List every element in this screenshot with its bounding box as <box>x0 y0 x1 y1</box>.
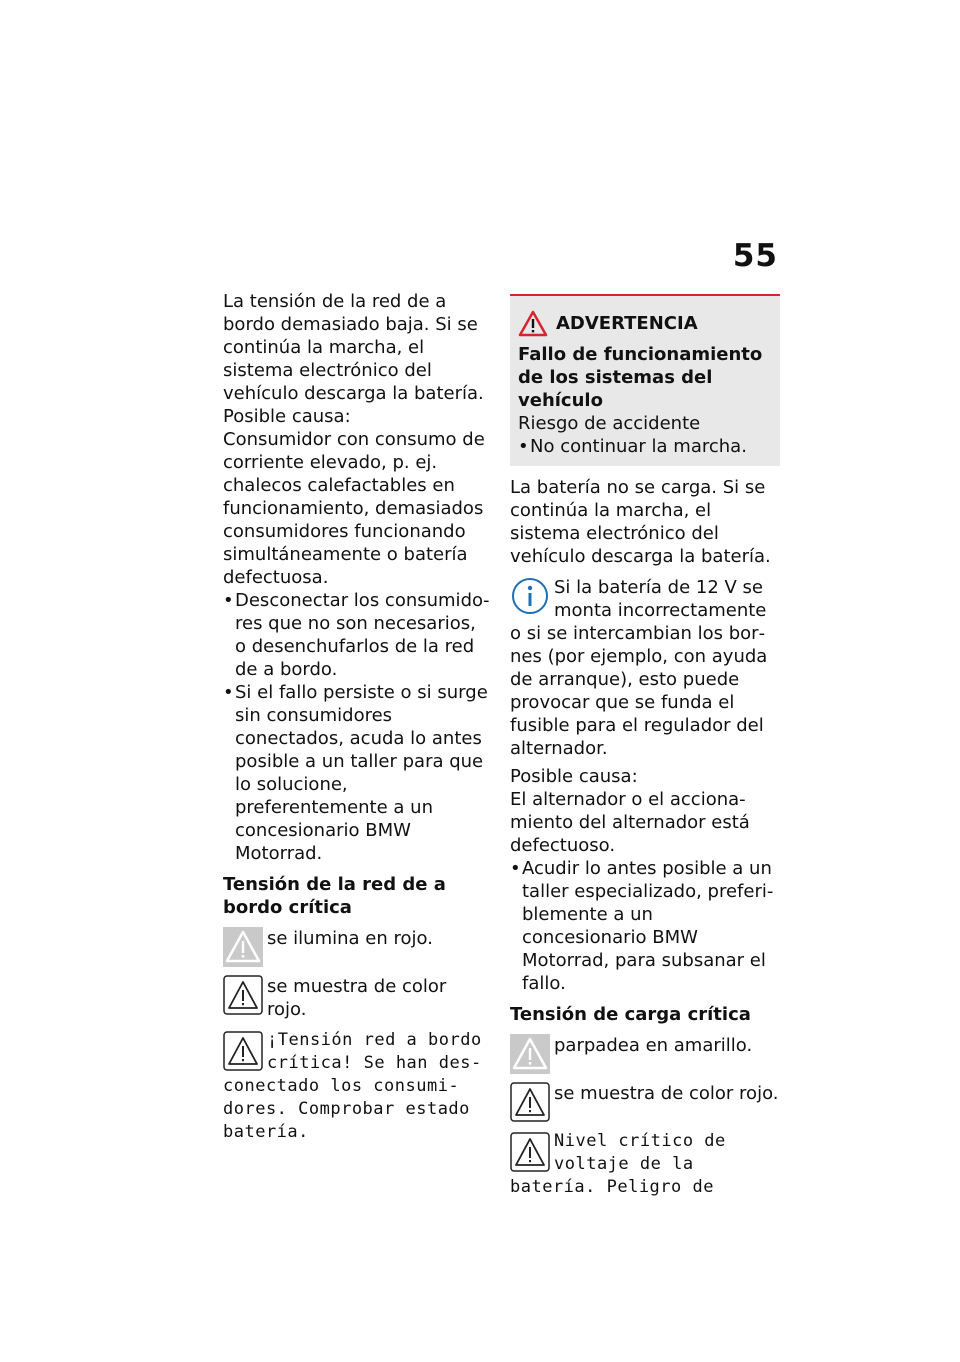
general-warning-outline-icon <box>223 975 263 1015</box>
low-voltage-paragraph: La tensión de la red de a bordo demasiado baja. Si se continúa la marcha, el sistema electrónico del vehículo descarga la batería. <box>223 291 484 404</box>
section-heading: Tensión de carga crítica <box>510 1004 751 1025</box>
general-warning-light-icon <box>223 927 263 967</box>
indicator-row <box>223 975 491 1021</box>
section-heading: Tensión de la red de a bordo crítica <box>223 874 446 918</box>
general-warning-outline-icon <box>510 1132 550 1172</box>
general-warning-light-icon <box>510 1034 550 1074</box>
indicator-row <box>510 1034 780 1074</box>
indicator-text: se muestra de color rojo. <box>554 1083 779 1104</box>
info-icon <box>510 576 550 616</box>
warning-box <box>510 294 780 466</box>
left-column <box>223 290 491 1144</box>
list-item: • Acudir lo antes posible a un taller especializado, preferiblemente a un concesionario BMW Motorrad, para subsanar el fallo. <box>510 857 780 995</box>
general-warning-outline-icon <box>223 1031 263 1071</box>
indicator-row <box>223 927 491 967</box>
cause-label: Posible causa: <box>510 766 638 787</box>
warning-title: Fallo de funcionamiento de los sistemas del vehículo <box>518 344 763 411</box>
cause-text: Consumidor con consumo de corriente elevado, p. ej. chalecos calefactables en funcionamiento, demasiados consumidores funcionando simultáneamente o batería defectuosa. <box>223 429 485 588</box>
display-message-block <box>223 1029 491 1144</box>
indicator-text: se muestra de color rojo. <box>267 976 447 1020</box>
display-message-block <box>510 1130 780 1199</box>
warning-action: • No continuar la marcha. <box>518 435 772 458</box>
cause-text: El alternador o el accionamiento del alternador está defectuoso. <box>510 789 750 856</box>
display-message: ¡Tensión red a bordo crítica! Se han desconectado los consumidores. Comprobar estado batería. <box>223 1030 482 1142</box>
list-item: • Si el fallo persiste o si surge sin consumidores conectados, acuda lo antes posible a un taller para que lo solucione, preferentemente a un concesionario BMW Motorrad. <box>223 681 491 865</box>
warning-header <box>518 310 772 337</box>
page-number: 55 <box>732 238 778 274</box>
indicator-text: se ilumina en rojo. <box>267 928 433 949</box>
warning-risk: Riesgo de accidente <box>518 413 701 434</box>
indicator-row <box>510 1082 780 1122</box>
general-warning-outline-icon <box>510 1082 550 1122</box>
indicator-text: parpadea en amarillo. <box>554 1035 753 1056</box>
info-text: Si la batería de 12 V se monta incorrectamente o si se intercambian los bornes (por ejemplo, con ayuda de arranque), esto puede provocar que se funda el fusible para el regulador del alternador. <box>510 577 768 759</box>
warning-triangle-icon <box>518 310 548 337</box>
warning-label: ADVERTENCIA <box>556 313 698 334</box>
right-column <box>510 294 780 1199</box>
info-note <box>510 576 780 760</box>
display-message: Nivel crítico de voltaje de la batería. Peligro de <box>510 1131 726 1197</box>
battery-not-charging-paragraph: La batería no se carga. Si se continúa la marcha, el sistema electrónico del vehículo descarga la batería. <box>510 477 771 567</box>
list-item: • Desconectar los consumidores que no son necesarios, o desenchufarlos de la red de a bordo. <box>223 589 491 681</box>
cause-label: Posible causa: <box>223 406 351 427</box>
